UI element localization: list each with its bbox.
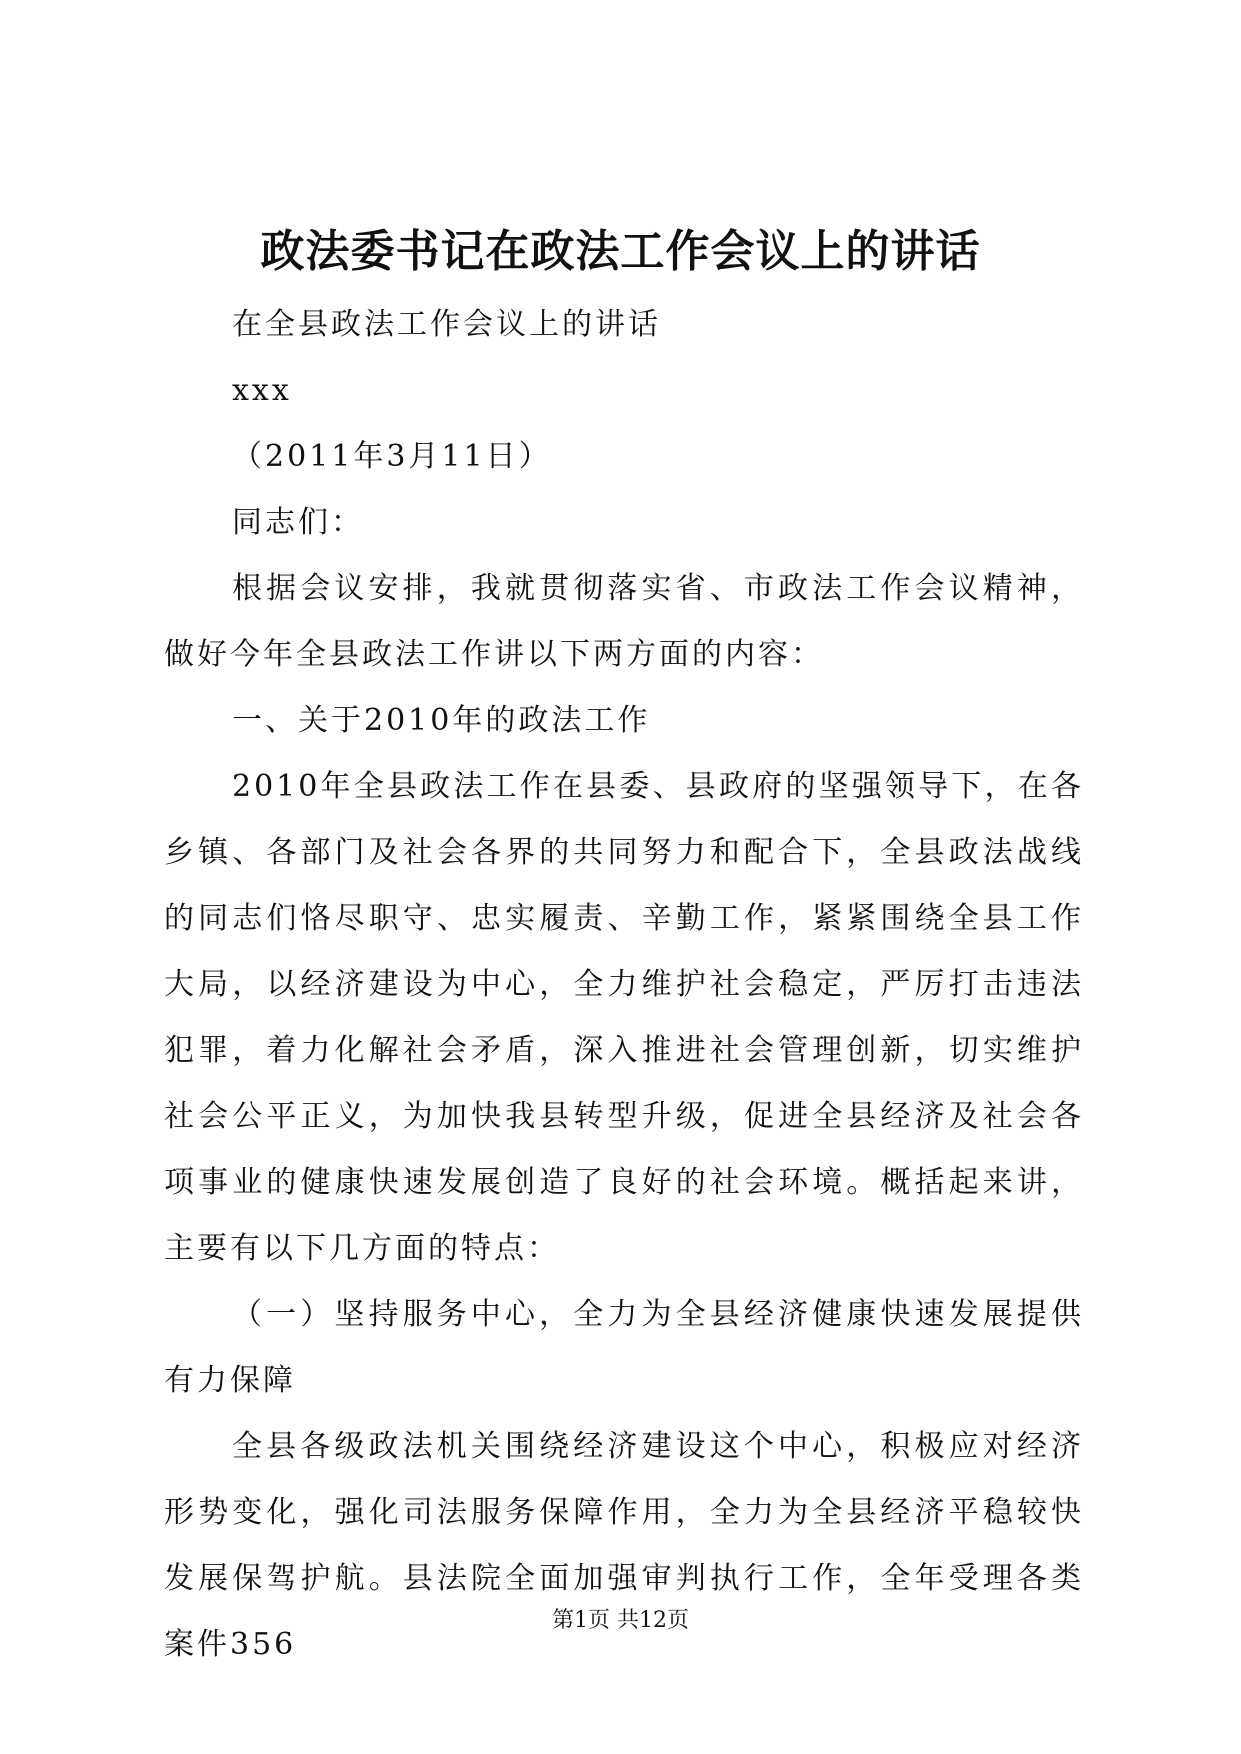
subsection-paragraph-1: 全县各级政法机关围绕经济建设这个中心，积极应对经济形势变化，强化司法服务保障作用，全力为全县经济平稳较快发展保驾护航。县法院全面加强审判执行工作，全年受理各类案件356 [164, 1429, 1084, 1662]
speaker-name: xxx [232, 373, 292, 408]
speech-date: （2011年3月11日） [232, 439, 552, 474]
salutation: 同志们： [232, 505, 364, 540]
document-body [164, 292, 1084, 1678]
subsection-heading-1: （一）坚持服务中心，全力为全县经济健康快速发展提供有力保障 [164, 1297, 1084, 1398]
summary-paragraph: 2010年全县政法工作在县委、县政府的坚强领导下，在各乡镇、各部门及社会各界的共同努力和配合下，全县政法战线的同志们恪尽职守、忠实履责、辛勤工作，紧紧围绕全县工作大局，以经济建设为中心，全力维护社会稳定，严厉打击违法犯罪，着力化解社会矛盾，深入推进社会管理创新，切实维护社会公平正义，为加快我县转型升级，促进全县经济及社会各项事业的健康快速发展创造了良好的社会环境。概括起来讲，主要有以下几方面的特点： [164, 769, 1084, 1266]
document-title: 政法委书记在政法工作会议上的讲话 [260, 226, 981, 277]
intro-paragraph: 根据会议安排，我就贯彻落实省、市政法工作会议精神，做好今年全县政法工作讲以下两方面的内容： [164, 571, 1084, 672]
page-number-footer: 第1页 共12页 [552, 1608, 689, 1633]
section-heading-1: 一、关于2010年的政法工作 [232, 703, 651, 738]
speech-subtitle: 在全县政法工作会议上的讲话 [232, 307, 661, 342]
